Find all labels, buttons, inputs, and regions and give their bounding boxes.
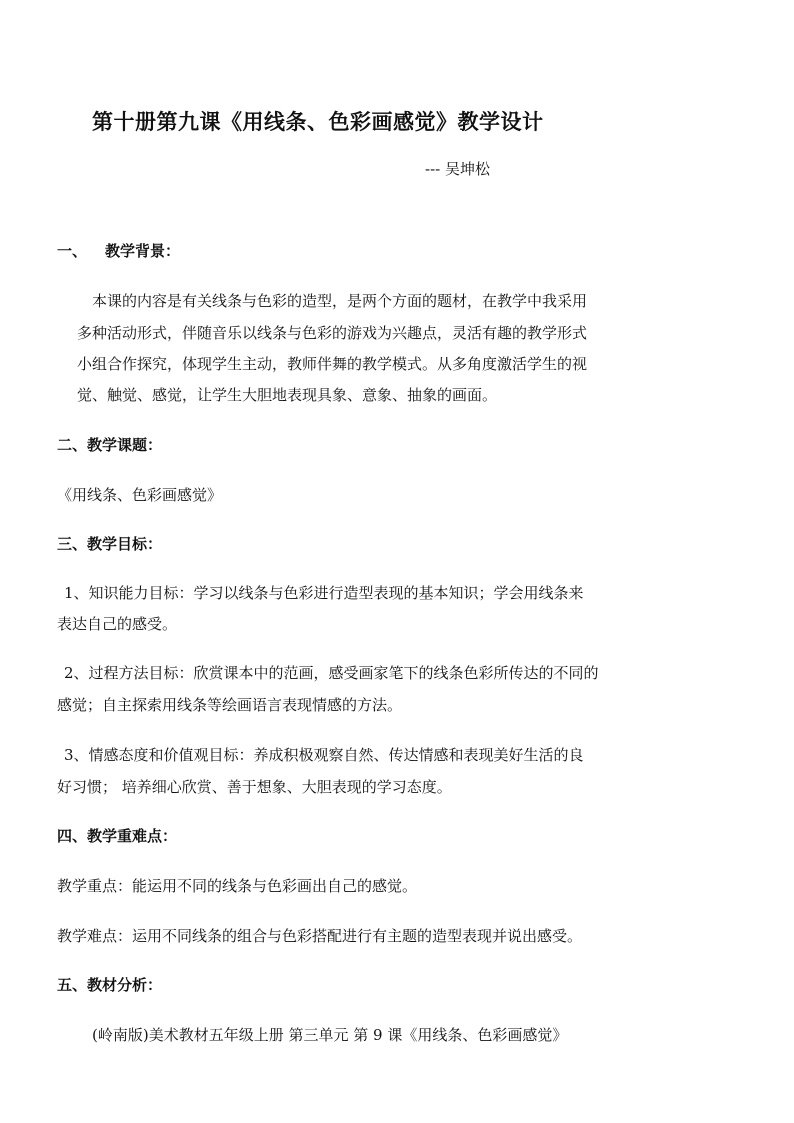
difficulty-text: 教学难点：运用不同线条的组合与色彩搭配进行有主题的造型表现并说出感受。 xyxy=(57,927,583,945)
section-2-heading: 二、教学课题： xyxy=(57,436,163,454)
section-1-number: 一、 xyxy=(57,242,88,260)
paragraph-line: 觉、触觉、感觉，让学生大胆地表现具象、意象、抽象的画面。 xyxy=(77,386,498,404)
goal-3-line: 好习惯； 培养细心欣赏、善于想象、大胆表现的学习态度。 xyxy=(57,778,452,796)
author-line: --- 吴坤松 xyxy=(425,160,490,178)
section-3-heading: 三、教学目标： xyxy=(57,535,163,553)
goal-2-line: 2、过程方法目标：欣赏课本中的范画，感受画家笔下的线条色彩所传达的不同的 xyxy=(64,664,599,682)
goal-3-line: 3、情感态度和价值观目标：养成积极观察自然、传达情感和表现美好生活的良 xyxy=(64,746,584,764)
section-1-heading: 教学背景： xyxy=(105,242,181,260)
section-5-heading: 五、教材分析： xyxy=(57,976,163,994)
paragraph-line: 多种活动形式，伴随音乐以线条与色彩的游戏为兴趣点，灵活有趣的教学形式 xyxy=(77,324,588,342)
goal-1-line: 1、知识能力目标：学习以线条与色彩进行造型表现的基本知识；学会用线条来 xyxy=(64,584,584,602)
key-point-text: 教学重点：能运用不同的线条与色彩画出自己的感觉。 xyxy=(57,877,418,895)
goal-1-line: 表达自己的感受。 xyxy=(57,615,178,633)
goal-2-line: 感觉；自主探索用线条等绘画语言表现情感的方法。 xyxy=(57,696,403,714)
paragraph-line: 小组合作探究，体现学生主动，教师伴舞的教学模式。从多角度激活学生的视 xyxy=(77,355,588,373)
topic-text: 《用线条、色彩画感觉》 xyxy=(57,486,223,504)
section-4-heading: 四、教学重难点： xyxy=(57,827,178,845)
paragraph-line: 本课的内容是有关线条与色彩的造型，是两个方面的题材，在教学中我采用 xyxy=(92,292,588,310)
material-text: (岭南版)美术教材五年级上册 第三单元 第 9 课《用线条、色彩画感觉》 xyxy=(92,1026,568,1044)
document-title: 第十册第九课《用线条、色彩画感觉》教学设计 xyxy=(92,109,544,134)
